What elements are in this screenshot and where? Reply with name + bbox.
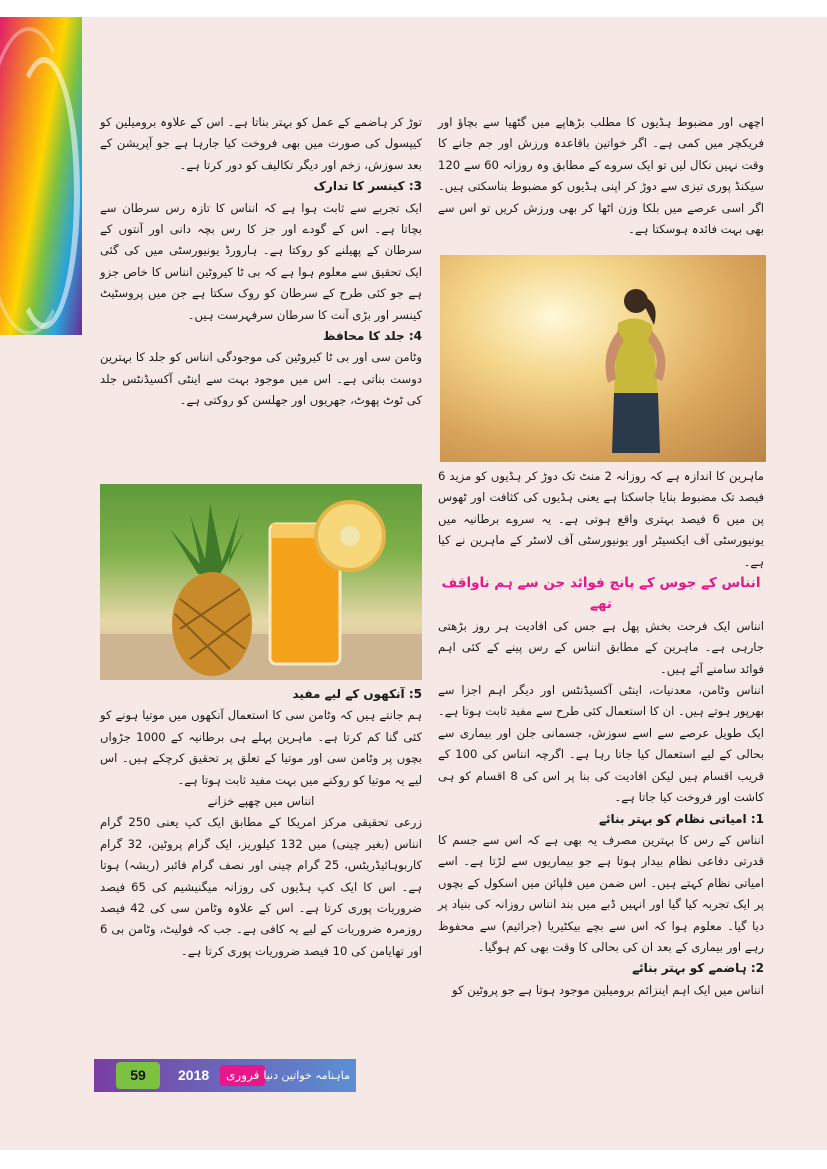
pineapple-juice-illustration [100,484,422,680]
paragraph-bones: اچھی اور مضبوط ہڈیوں کا مطلب بڑھاپے میں گٹھیا سے بچاؤ اور فریکچر میں کمی ہے۔ اگر خواتین باقاعدہ ورزش اور جم جانے کا وقت نہیں نکال لیں تو ایک سروے کے مطابق وہ روزانہ 60 سے 120 سیکنڈ پوری تیزی سے دوڑ کر اپنی ہڈیوں کو مضبوط بناسکتی ہیں۔ اگر اسی عرصے میں بلکا وزن اٹھا کر بھی ورزش کریں تو اس سے بھی بہت فائدہ ہوسکتا ہے۔ [438,115,764,237]
paragraph-immune-system: انناس کے رس کا بہترین مصرف یہ بھی ہے کہ اس سے جسم کا قدرتی دفاعی نظام بیدار ہوتا ہے جو بیماریوں سے لڑتا ہے۔ اسے امیاتی نظام کہتے ہیں۔ اس ضمن میں فلپائن میں اسکول کے بچوں پر ایک تجربہ کیا گیا اور انہیں ڈبے میں بند انناس روزانہ کی بنیاد پر دیا گیا۔ معلوم ہوا کہ اس سے بچے بیکٹیریا (جراثیم) سے محفوظ رہے اور بیماری کے بعد ان کی بحالی کا وقت بھی کم ہوگیا۔ [438,832,764,954]
left-column [100,112,422,412]
issue-month: فروری [220,1065,265,1086]
section-heading-pineapple-benefits: انناس کے جوس کے پانچ فوائد جن سے ہم ناواقف تھے [441,575,761,613]
runner-photo [440,255,766,462]
subheading-hidden-treasures: انناس میں چھپے خزانے [207,794,315,809]
magazine-name: ماہنامہ خواتین دنیا [263,1069,350,1082]
paragraph-research: ماہرین کا اندازہ ہے کہ روزانہ 2 منٹ تک دوڑ کر ہڈیوں کو مزید 6 فیصد تک مضبوط بنایا جاسکتا ہے یعنی ہڈیوں کی کثافت اور ٹھوس پن میں 6 فیصد بہتری واقع ہوتی ہے۔ یہ سروے برطانیہ میں یونیورسٹی آف ایکسیٹر اور یونیورسٹی آف لاسٹر کے ماہرین نے کیا ہے۔ [438,469,764,569]
paragraph-cancer: ایک تجربے سے ثابت ہوا ہے کہ انناس کا تازہ رس سرطان سے بچاتا ہے۔ اس کے گودے اور جز کا رس بچہ دانی اور آنتوں کے سرطان کے پھیلنے کو روکتا ہے۔ ہارورڈ یونیورسٹی میں کی گئی ایک تحقیق سے معلوم ہوا ہے کہ بی ٹا کیروٹین انناس کا خاص جزو ہے جو کئی طرح کے سرطان کو روک سکتا ہے جن میں پروسٹیٹ کینسر اور بڑی آنت کا سرطان سرفہرست ہیں۔ [100,200,422,322]
heading-skin: 4: جلد کا محافظ [323,329,422,344]
right-column-continued [438,466,764,1001]
paragraph-nutrition-facts: زرعی تحقیقی مرکز امریکا کے مطابق ایک کپ یعنی 250 گرام انناس (بغیر چینی) میں 132 کیلوریز، ایک گرام پروٹین، 32 گرام کاربوہائیڈریٹس، 25 گرام چینی اور نصف گرام فائبر (ریشہ) ہوتا ہے۔ اس کا ایک کپ ہڈیوں کی روزانہ میگنیشیم کی 65 فیصد ضروریات پوری کرتا ہے۔ اس کے علاوہ وٹامن سی کی 42 فیصد روزمرہ ضروریات کے لیے یہ کافی ہے۔ جب کہ فولیٹ، وٹامن بی 6 اور تھایامن کی 10 فیصد ضروریات پوری کرتا ہے۔ [100,815,423,958]
heading-eyes: 5: آنکھوں کے لیے مفید [292,687,422,701]
pineapple-juice-photo [100,484,422,680]
heading-immune-system: 1: امیاتی نظام کو بہتر بنائے [599,811,764,826]
paragraph-nutrients: انناس وٹامن، معدنیات، اینٹی آکسیڈنٹس اور دیگر اہم اجزا سے بھرپور ہوتے ہیں۔ ان کا استعمال کئی طرح سے مفید ثابت ہوتا ہے۔ ایک طویل عرصے سے اسے سوزش، جسمانی جلن اور بیماری سے بحالی کے لیے استعمال کیا جاتا رہا ہے۔ اگرچہ انناس کی 100 کے قریب اقسام ہیں لیکن افادیت کی بنا پر اس کی 8 اقسام کو ہی کاشت اور فروخت کیا جاتا ہے۔ [438,683,764,805]
magazine-page [0,17,827,1150]
heading-digestion: 2: ہاضمے کو بہتر بنائے [632,961,764,976]
page-footer [94,1059,356,1092]
decorative-swirl-graphic [0,17,82,335]
paragraph-eyes: ہم جانتے ہیں کہ وٹامن سی کا استعمال آنکھوں میں موتیا ہونے کو کئی گنا کم کرتا ہے۔ ماہرین پہلے ہی برطانیہ کے 1000 جڑواں بچوں پر وٹامن سی اور موتیا کے تعلق پر تحقیق کرچکے ہیں۔ اس لیے یہ موتیا کو روکنے میں بہت مفید ثابت ہوتا ہے۔ [100,708,422,787]
paragraph-pineapple-intro: انناس ایک فرحت بخش پھل ہے جس کی افادیت ہر روز بڑھتی جارہی ہے۔ ماہرین کے مطابق انناس کے رس پینے کے کئی اہم فوائد سامنے آئے ہیں۔ [438,618,764,676]
paragraph-digestion: انناس میں ایک اہم اینزائم برومیلین موجود ہوتا ہے جو پروٹین کو [452,982,764,997]
heading-cancer: 3: کینسر کا تدارک [313,179,422,194]
page-number: 59 [116,1062,160,1089]
paragraph-bromelain: توڑ کر ہاضمے کے عمل کو بہتر بناتا ہے۔ اس کے علاوہ برومیلین کو کیپسول کی صورت میں بھی فروخت کیا جارہا ہے جو آپریشن کے بعد سوزش، زخم اور دیگر تکالیف کو دور کرتا ہے۔ [100,115,422,172]
paragraph-skin: وٹامن سی اور بی ٹا کیروٹین کی موجودگی انناس کو جلد کا بہترین دوست بناتی ہے۔ اس میں موجود بہت سے اینٹی آکسیڈنٹس جلد کی ٹوٹ پھوٹ، جھریوں اور جھلسن کو روکتی ہے۔ [100,350,422,408]
issue-year: 2018 [178,1067,210,1083]
right-column [438,112,764,240]
runner-silhouette [588,283,678,453]
left-column-continued [100,684,422,962]
